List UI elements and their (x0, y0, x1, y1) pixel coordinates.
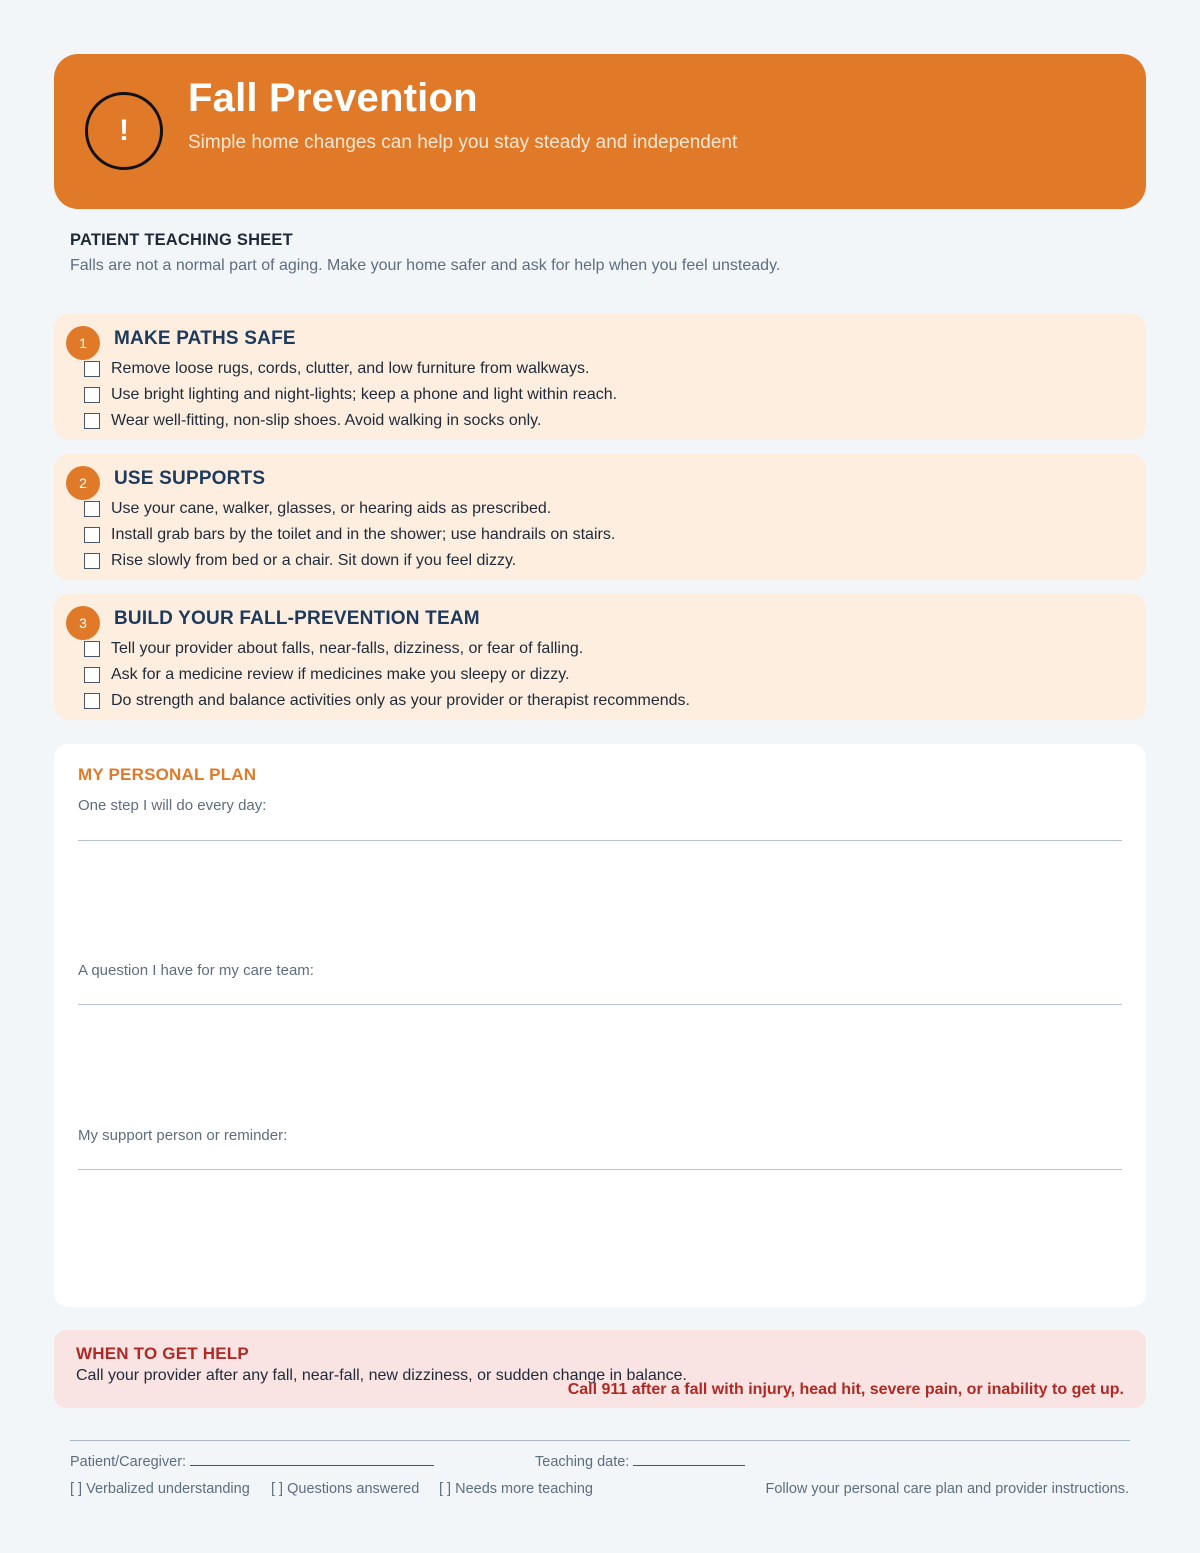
checkbox[interactable] (84, 501, 100, 517)
checkbox[interactable] (84, 387, 100, 403)
header-banner (54, 54, 1146, 209)
page-title: Fall Prevention (188, 76, 478, 120)
checkbox[interactable] (84, 553, 100, 569)
section-title: MAKE PATHS SAFE (114, 328, 296, 349)
checklist-item-label: Do strength and balance activities only as your provider or therapist recommends. (111, 692, 690, 709)
teaching-date-field[interactable] (535, 1452, 745, 1470)
checklist-item[interactable] (84, 358, 589, 380)
checkbox[interactable] (84, 361, 100, 377)
section-fall-prevention-team (54, 594, 1146, 720)
checklist-item[interactable] (84, 410, 541, 432)
intro-label: PATIENT TEACHING SHEET (70, 231, 293, 249)
checkbox[interactable] (84, 641, 100, 657)
check-questions-answered[interactable]: [ ] Questions answered (271, 1481, 420, 1497)
section-use-supports (54, 454, 1146, 580)
section-title: BUILD YOUR FALL-PREVENTION TEAM (114, 608, 480, 629)
checklist-item-label: Tell your provider about falls, near-falls, dizziness, or fear of falling. (111, 640, 584, 657)
teaching-date-label: Teaching date: (535, 1454, 630, 1470)
help-title: WHEN TO GET HELP (76, 1344, 249, 1363)
checklist-item-label: Ask for a medicine review if medicines make you sleepy or dizzy. (111, 666, 570, 683)
section-number-badge: 2 (66, 466, 100, 500)
footer-divider (70, 1440, 1130, 1441)
patient-caregiver-label: Patient/Caregiver: (70, 1454, 187, 1470)
plan-prompt-question: A question I have for my care team: (78, 962, 314, 979)
plan-prompt-daily-step: One step I will do every day: (78, 797, 267, 814)
checklist-item[interactable] (84, 690, 690, 712)
footer-note: Follow your personal care plan and provider instructions. (765, 1481, 1129, 1497)
checkbox[interactable] (84, 527, 100, 543)
checkbox[interactable] (84, 413, 100, 429)
alert-exclamation-icon (85, 92, 163, 170)
plan-title: MY PERSONAL PLAN (78, 765, 257, 784)
checklist-item-label: Use your cane, walker, glasses, or hearing aids as prescribed. (111, 500, 552, 517)
intro-text: Falls are not a normal part of aging. Make your home safer and ask for help when you feel unsteady. (70, 257, 781, 274)
checklist-item[interactable] (84, 638, 583, 660)
checklist-item-label: Use bright lighting and night-lights; keep a phone and light within reach. (111, 386, 618, 403)
patient-caregiver-blank[interactable] (190, 1452, 434, 1466)
alert-icon-glyph: ! (119, 114, 129, 147)
checklist-item-label: Wear well-fitting, non-slip shoes. Avoid walking in socks only. (111, 412, 542, 429)
page-subtitle: Simple home changes can help you stay steady and independent (188, 132, 738, 153)
checklist-item-label: Install grab bars by the toilet and in the shower; use handrails on stairs. (111, 526, 616, 543)
section-make-paths-safe (54, 314, 1146, 440)
checklist-item[interactable] (84, 498, 551, 520)
help-text: Call your provider after any fall, near-fall, new dizziness, or sudden change in balance. (76, 1367, 687, 1384)
write-in-line-daily-step[interactable] (78, 840, 1122, 841)
check-needs-more-teaching[interactable]: [ ] Needs more teaching (439, 1481, 593, 1497)
section-title: USE SUPPORTS (114, 468, 266, 489)
patient-caregiver-field[interactable] (70, 1452, 434, 1470)
when-to-get-help-box (54, 1330, 1146, 1408)
checkbox[interactable] (84, 693, 100, 709)
checklist-item[interactable] (84, 524, 615, 546)
checklist-item[interactable] (84, 664, 570, 686)
checklist-item[interactable] (84, 550, 516, 572)
plan-prompt-support-person: My support person or reminder: (78, 1127, 288, 1144)
write-in-line-support-person[interactable] (78, 1169, 1122, 1170)
section-number-badge: 1 (66, 326, 100, 360)
section-number-badge: 3 (66, 606, 100, 640)
teaching-date-blank[interactable] (633, 1452, 745, 1466)
check-verbalized-understanding[interactable]: [ ] Verbalized understanding (70, 1481, 250, 1497)
checklist-item[interactable] (84, 384, 617, 406)
checklist-item-label: Rise slowly from bed or a chair. Sit down if you feel dizzy. (111, 552, 517, 569)
personal-plan-card (54, 744, 1146, 1307)
emergency-warning: Call 911 after a fall with injury, head hit, severe pain, or inability to get up. (567, 1381, 1124, 1398)
checklist-item-label: Remove loose rugs, cords, clutter, and low furniture from walkways. (111, 360, 590, 377)
checkbox[interactable] (84, 667, 100, 683)
write-in-line-question[interactable] (78, 1004, 1122, 1005)
